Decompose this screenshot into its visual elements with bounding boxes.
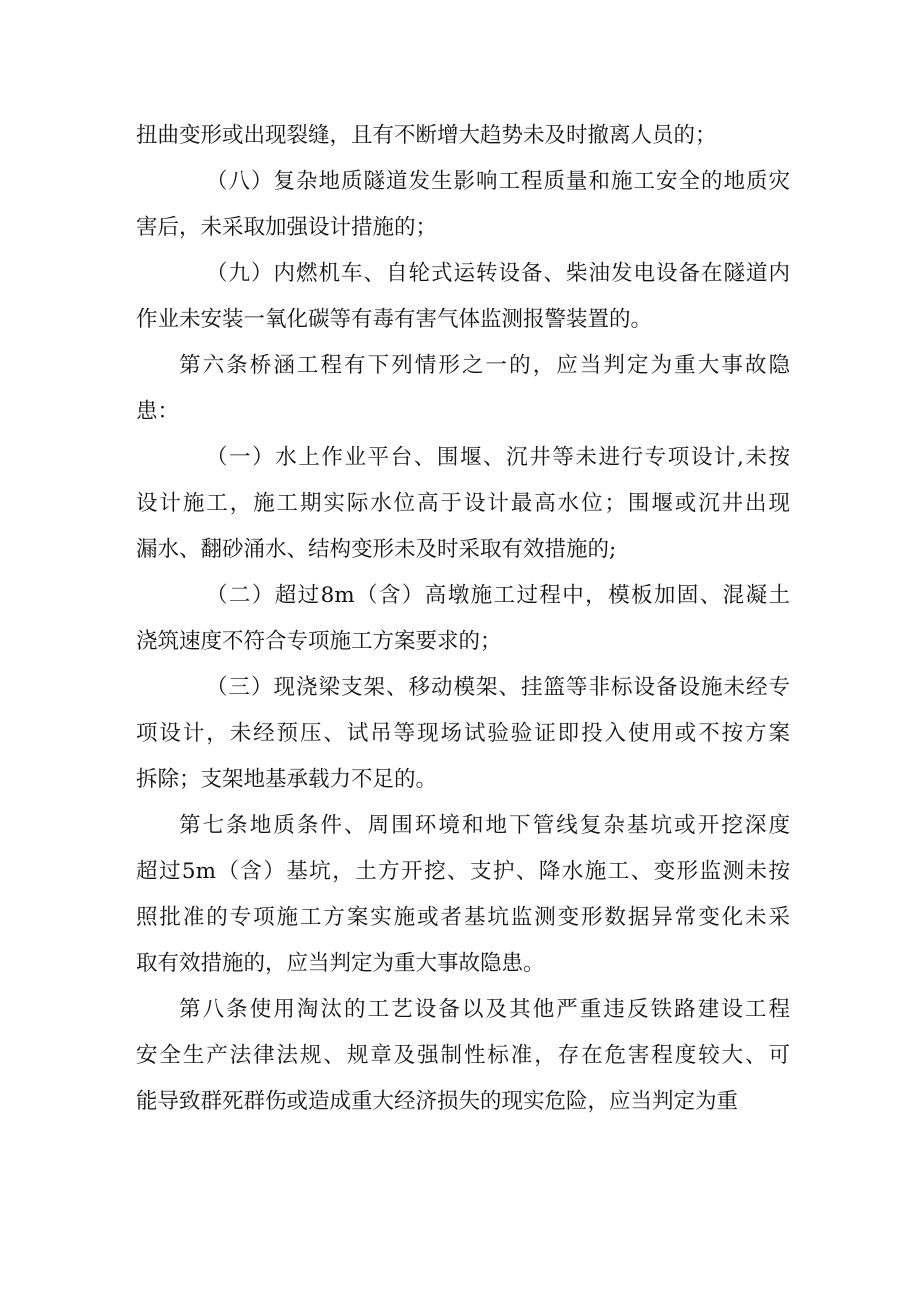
paragraph-p-article-6-item-3 [136,665,790,803]
paragraph-p-article-7 [136,803,790,987]
paragraph-p-article-8 [136,987,790,1125]
text-line: 浇筑速度不符合专项施工方案要求的； [136,629,502,654]
text-line: （三）现浇梁支架、移动模架、挂篮等非标设备设施未经专 [206,675,790,700]
text-line: （九）内燃机车、自轮式运转设备、柴油发电设备在隧道内 [206,261,790,286]
text-line: 漏水、翻砂涌水、结构变形未及时采取有效措施的; [136,537,617,562]
text-line: 作业未安装一氧化碳等有毒有害气体监测报警装置的。 [136,307,653,332]
paragraph-p-article-6-item-1 [136,435,790,573]
text-line: （二）超过8m（含）高墩施工过程中，模板加固、混凝土 [206,583,790,608]
text-line: 患： [136,399,180,424]
text-line: （一）水上作业平台、围堰、沉井等未进行专项设计,未按 [206,445,790,470]
text-line: 能导致群死群伤或造成重大经济损失的现实危险，应当判定为重 [136,1089,739,1114]
paragraph-p-article-6 [136,343,790,435]
text-line: 第六条桥涵工程有下列情形之一的，应当判定为重大事故隐 [179,353,790,378]
text-line: 项设计，未经预压、试吊等现场试验验证即投入使用或不按方案 [136,721,790,746]
paragraph-p-item-8 [136,159,790,251]
paragraph-p-article-6-item-2 [136,573,790,665]
paragraph-p-item-9 [136,251,790,343]
text-line: 超过5m（含）基坑，土方开挖、支护、降水施工、变形监测未按 [136,859,790,884]
text-line: 第八条使用淘汰的工艺设备以及其他严重违反铁路建设工程 [179,997,790,1022]
text-line: 害后，未采取加强设计措施的； [136,215,438,240]
text-line: 安全生产法律法规、规章及强制性标准，存在危害程度较大、可 [136,1043,790,1068]
paragraph-p-cont-7 [136,113,790,159]
text-line: 拆除；支架地基承载力不足的。 [136,767,438,792]
text-line: （八）复杂地质隧道发生影响工程质量和施工安全的地质灾 [206,169,790,194]
text-line: 照批准的专项施工方案实施或者基坑监测变形数据异常变化未采 [136,905,790,930]
document-page [136,113,790,1125]
text-line: 设计施工，施工期实际水位高于设计最高水位；围堰或沉井出现 [136,491,790,516]
text-line: 扭曲变形或出现裂缝，且有不断增大趋势未及时撤离人员的； [136,123,717,148]
text-line: 第七条地质条件、周围环境和地下管线复杂基坑或开挖深度 [179,813,790,838]
text-line: 取有效措施的，应当判定为重大事故隐患。 [136,951,545,976]
